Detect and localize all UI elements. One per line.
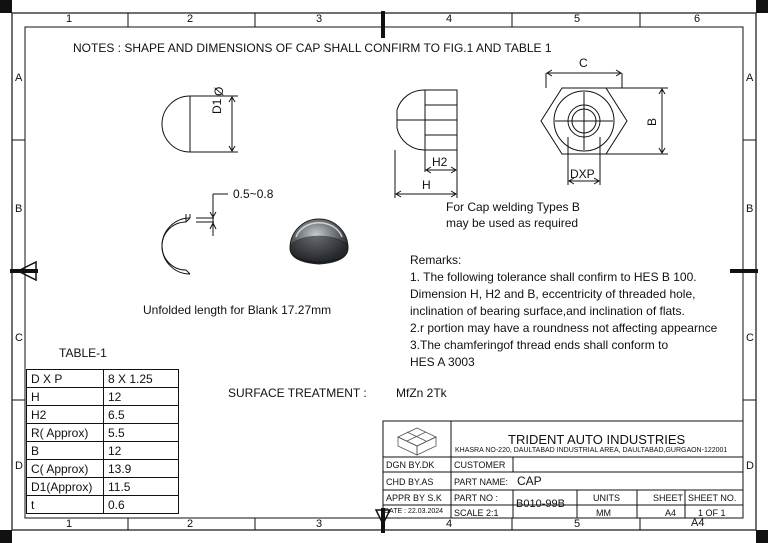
zone-col-4-bottom: 4 xyxy=(446,518,453,530)
table-row xyxy=(27,388,179,406)
zone-row-b-left: B xyxy=(15,203,23,215)
remarks-line: 1. The following tolerance shall confirm to HES B 100. xyxy=(410,270,697,284)
part-name-label: PART NAME: xyxy=(454,477,509,487)
dim-d1-label: D1 xyxy=(210,98,224,114)
zone-col-5-top: 5 xyxy=(574,13,581,25)
surface-treatment-value: MfZn 2Tk xyxy=(396,386,447,400)
table1 xyxy=(26,369,179,514)
zone-row-a-left: A xyxy=(15,72,23,84)
zone-row-b-right: B xyxy=(746,203,754,215)
units-value: MM xyxy=(596,508,611,518)
table-cell-key: C( Approx) xyxy=(27,460,104,478)
notes-heading: NOTES : SHAPE AND DIMENSIONS OF CAP SHALL CONFIRM TO FIG.1 AND TABLE 1 xyxy=(73,41,552,55)
drawing-date: DATE : 22.03.2024 xyxy=(384,508,444,515)
sheet-no-value: 1 OF 1 xyxy=(698,508,726,518)
zone-col-5-bottom: 5 xyxy=(574,518,581,530)
table-row xyxy=(27,478,179,496)
table-cell-key: D1(Approx) xyxy=(27,478,104,496)
table-cell-value: 13.9 xyxy=(104,460,179,478)
surface-treatment-label: SURFACE TREATMENT : xyxy=(228,386,367,400)
part-no-label: PART NO : xyxy=(454,493,499,503)
remarks-line: 2.r portion may have a roundness not affecting appearnce xyxy=(410,321,718,335)
table-cell-key: D X P xyxy=(27,370,104,388)
zone-row-a-right: A xyxy=(746,72,754,84)
zone-col-3-bottom: 3 xyxy=(316,518,323,530)
zone-row-d-right: D xyxy=(746,460,754,472)
table-cell-value: 12 xyxy=(104,442,179,460)
table1-title: TABLE-1 xyxy=(59,346,107,360)
dim-c-label: C xyxy=(579,56,588,70)
table-cell-value: 12 xyxy=(104,388,179,406)
remarks-line: HES A 3003 xyxy=(410,355,475,369)
table-cell-key: t xyxy=(27,496,104,514)
table-cell-key: H xyxy=(27,388,104,406)
customer-label: CUSTOMER xyxy=(454,460,506,470)
table-row xyxy=(27,460,179,478)
company-name: TRIDENT AUTO INDUSTRIES xyxy=(508,432,686,447)
zone-col-1-top: 1 xyxy=(66,13,73,25)
sheet-label: SHEET xyxy=(653,493,684,503)
zone-col-3-top: 3 xyxy=(316,13,323,25)
table-cell-key: R( Approx) xyxy=(27,424,104,442)
sheet-no-label: SHEET NO. xyxy=(688,493,737,503)
dim-h-label: H xyxy=(422,178,431,192)
table-cell-value: 11.5 xyxy=(104,478,179,496)
zone-col-1-bottom: 1 xyxy=(66,518,73,530)
table-cell-key: B xyxy=(27,442,104,460)
zone-col-2-bottom: 2 xyxy=(187,518,194,530)
company-address: KHASRA NO-220, DAULTABAD INDUSTRIAL AREA, DAULTABAD,GURGAON-122001 xyxy=(455,447,728,454)
zone-col-4-top: 4 xyxy=(446,13,453,25)
dgn-by: DGN BY.DK xyxy=(386,460,435,470)
paper-format: A4 xyxy=(691,517,705,529)
table-cell-value: 0.6 xyxy=(104,496,179,514)
table-row xyxy=(27,442,179,460)
remarks-title: Remarks: xyxy=(410,253,462,267)
dim-dxp-label: DXP xyxy=(570,167,595,181)
table-row xyxy=(27,496,179,514)
units-label: UNITS xyxy=(593,493,620,503)
remarks-line: Dimension H, H2 and B, eccentricity of threaded hole, xyxy=(410,287,696,301)
part-name-value: CAP xyxy=(517,474,542,488)
dim-diameter-symbol: Ø xyxy=(212,86,226,96)
remarks-line: 3.The chamferingof thread ends shall conform to xyxy=(410,338,669,352)
dim-h2-label: H2 xyxy=(432,155,448,169)
appr-by: APPR BY S.K xyxy=(386,493,442,503)
table-cell-value: 6.5 xyxy=(104,406,179,424)
unfolded-length-note: Unfolded length for Blank 17.27mm xyxy=(143,303,332,317)
table-cell-value: 8 X 1.25 xyxy=(104,370,179,388)
table-row xyxy=(27,406,179,424)
cap-welding-note-line-1: For Cap welding Types B xyxy=(446,200,580,214)
remarks-block xyxy=(410,252,717,371)
zone-row-c-right: C xyxy=(746,332,754,344)
company-logo-icon xyxy=(398,428,436,455)
sheet-value: A4 xyxy=(665,508,677,518)
cap-welding-note-line-2: may be used as required xyxy=(446,216,579,230)
dim-thickness-label: 0.5~0.8 xyxy=(233,187,274,201)
chd-by: CHD BY.AS xyxy=(386,477,434,487)
table-row xyxy=(27,424,179,442)
zone-col-2-top: 2 xyxy=(187,13,194,25)
zone-row-c-left: C xyxy=(15,332,23,344)
remarks-line: inclination of bearing surface,and inclination of flats. xyxy=(410,304,685,318)
table-row xyxy=(27,370,179,388)
zone-row-d-left: D xyxy=(15,460,23,472)
table-cell-key: H2 xyxy=(27,406,104,424)
scale: SCALE 2:1 xyxy=(454,508,499,518)
zone-col-6-top: 6 xyxy=(694,13,701,25)
part-no-value: B010-99B xyxy=(516,498,565,510)
table-cell-value: 5.5 xyxy=(104,424,179,442)
dim-b-label: B xyxy=(645,117,659,126)
